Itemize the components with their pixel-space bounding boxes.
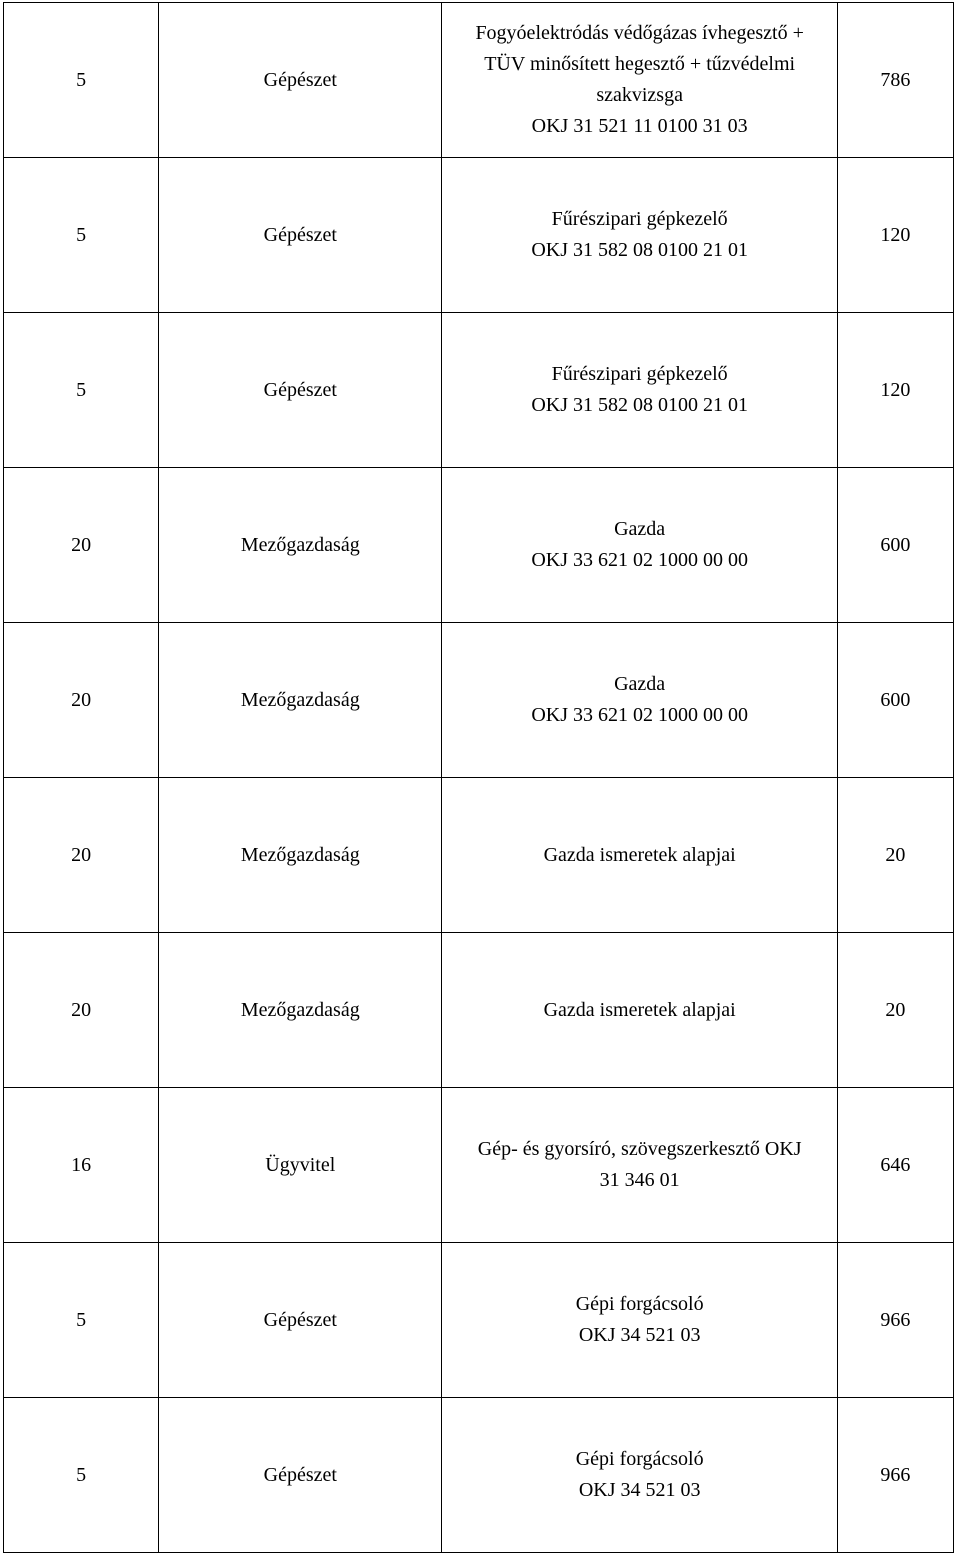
course-cell (442, 1088, 837, 1243)
course-cell (442, 313, 837, 468)
hours-cell: 966 (837, 1398, 953, 1553)
sector-cell: Gépészet (159, 1243, 442, 1398)
participant-count-cell: 16 (4, 1088, 159, 1243)
course-line: Gép- és gyorsíró, szövegszerkesztő OKJ (477, 1138, 802, 1160)
participant-count-cell: 5 (4, 313, 159, 468)
course-cell (442, 1398, 837, 1553)
sector-cell: Gépészet (159, 313, 442, 468)
course-code: 31 346 01 (599, 1169, 680, 1191)
course-line: Gépi forgácsoló (575, 1448, 704, 1470)
course-code: OKJ 33 621 02 1000 00 00 (531, 704, 748, 726)
course-code: OKJ 33 621 02 1000 00 00 (531, 549, 748, 571)
course-cell (442, 468, 837, 623)
course-line: Fűrészipari gépkezelő (551, 363, 728, 385)
sector-cell: Mezőgazdaság (159, 468, 442, 623)
hours-cell: 20 (837, 933, 953, 1088)
participant-count-cell: 5 (4, 158, 159, 313)
sector-cell: Mezőgazdaság (159, 778, 442, 933)
hours-cell: 786 (837, 3, 953, 158)
table-row (4, 468, 954, 623)
course-line: Gépi forgácsoló (575, 1293, 704, 1315)
sector-cell: Gépészet (159, 3, 442, 158)
course-code: OKJ 34 521 03 (578, 1479, 701, 1501)
hours-cell: 600 (837, 623, 953, 778)
participant-count-cell: 20 (4, 623, 159, 778)
hours-cell: 600 (837, 468, 953, 623)
course-code: OKJ 31 582 08 0100 21 01 (531, 394, 748, 416)
table-row (4, 933, 954, 1088)
course-code: OKJ 34 521 03 (578, 1324, 701, 1346)
course-cell (442, 158, 837, 313)
table-row (4, 1088, 954, 1243)
course-line: Fogyóelektródás védőgázas ívhegesztő + (475, 22, 804, 44)
course-line: szakvizsga (596, 84, 683, 106)
table-row (4, 623, 954, 778)
course-line: Gazda ismeretek alapjai (543, 843, 736, 866)
course-cell (442, 1243, 837, 1398)
participant-count-cell: 5 (4, 1398, 159, 1553)
participant-count-cell: 20 (4, 778, 159, 933)
hours-cell: 120 (837, 313, 953, 468)
table-body (4, 3, 954, 1553)
course-line: TÜV minősített hegesztő + tűzvédelmi (484, 53, 796, 75)
hours-cell: 120 (837, 158, 953, 313)
table-row (4, 778, 954, 933)
sector-cell: Mezőgazdaság (159, 623, 442, 778)
participant-count-cell: 20 (4, 933, 159, 1088)
course-cell (442, 778, 837, 933)
hours-cell: 646 (837, 1088, 953, 1243)
course-line: Gazda ismeretek alapjai (543, 998, 736, 1021)
table-row (4, 1398, 954, 1553)
course-line: Gazda (614, 673, 666, 695)
course-cell (442, 623, 837, 778)
sector-cell: Gépészet (159, 158, 442, 313)
table-row (4, 313, 954, 468)
course-cell (442, 933, 837, 1088)
table-row (4, 1243, 954, 1398)
course-line: Fűrészipari gépkezelő (551, 208, 728, 230)
course-code: OKJ 31 582 08 0100 21 01 (531, 239, 748, 261)
participant-count-cell: 5 (4, 1243, 159, 1398)
sector-cell: Ügyvitel (159, 1088, 442, 1243)
course-table (3, 2, 954, 1553)
course-code: OKJ 31 521 11 0100 31 03 (531, 115, 748, 137)
hours-cell: 966 (837, 1243, 953, 1398)
sector-cell: Gépészet (159, 1398, 442, 1553)
course-line: Gazda (614, 518, 666, 540)
course-cell (442, 3, 837, 158)
table-row (4, 158, 954, 313)
table-row (4, 3, 954, 158)
participant-count-cell: 5 (4, 3, 159, 158)
participant-count-cell: 20 (4, 468, 159, 623)
sector-cell: Mezőgazdaság (159, 933, 442, 1088)
hours-cell: 20 (837, 778, 953, 933)
